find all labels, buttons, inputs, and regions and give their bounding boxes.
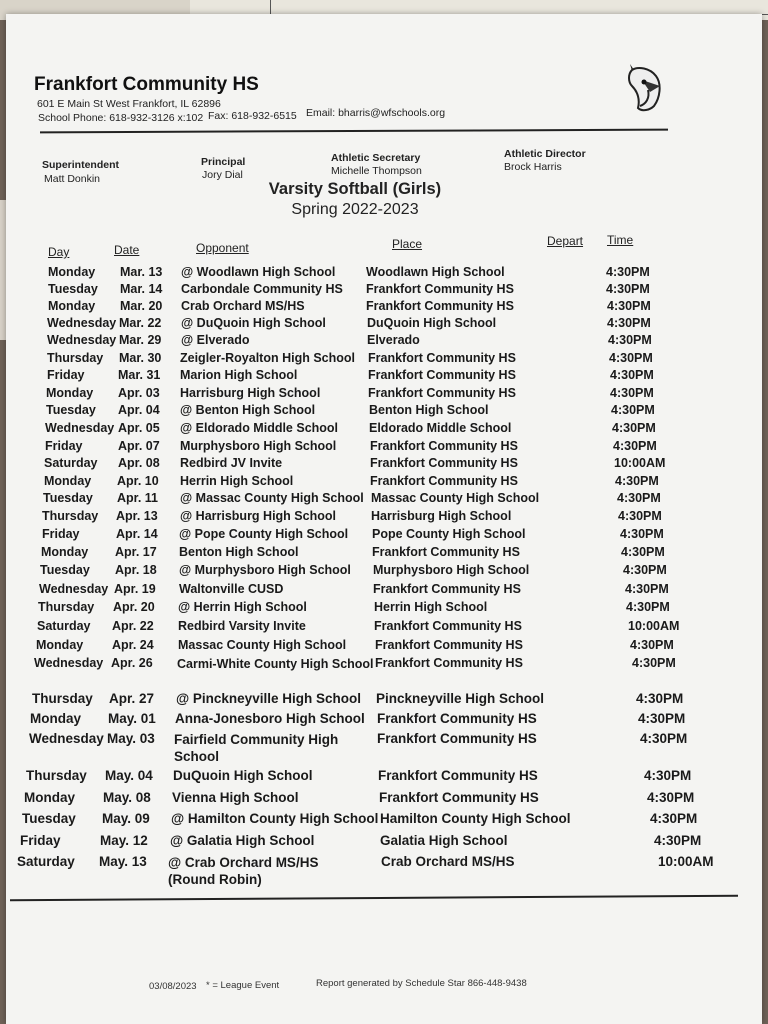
row-day: Thursday [42,509,99,523]
row-place: Frankfort Community HS [378,768,538,783]
row-date: May. 13 [99,854,147,869]
row-day: Monday [48,299,96,313]
row-day: Saturday [17,854,75,869]
row-day: Friday [42,527,80,541]
league-legend: * = League Event [206,980,280,991]
row-day: Tuesday [48,282,98,296]
school-fax: Fax: 618-932-6515 [208,110,297,122]
row-opponent: Zeigler-Royalton High School [180,351,356,365]
row-day: Friday [47,368,85,382]
row-date: Mar. 29 [119,333,162,347]
row-opponent: Waltonville CUSD [179,582,284,596]
row-time: 4:30PM [632,656,676,670]
row-opponent: Redbird Varsity Invite [178,619,306,633]
row-day: Wednesday [47,333,117,347]
header-place: Place [392,237,423,251]
row-place: Harrisburg High School [371,509,512,523]
row-place: Crab Orchard MS/HS [381,854,515,869]
row-place: Elverado [367,333,420,347]
row-time: 4:30PM [608,333,652,347]
header-opponent: Opponent [196,241,249,255]
row-opponent: @ Pope County High School [179,527,349,541]
row-place: DuQuoin High School [367,316,497,330]
row-place: Herrin High School [374,600,488,614]
schedule-season: Spring 2022-2023 [291,201,419,218]
row-time: 4:30PM [610,386,654,400]
row-place: Pinckneyville High School [376,691,545,706]
row-day: Thursday [32,691,93,706]
row-time: 4:30PM [644,768,692,783]
row-day: Saturday [44,456,98,470]
row-day: Thursday [38,600,95,614]
row-time: 4:30PM [640,731,688,746]
row-date: Apr. 24 [112,638,154,652]
school-email: Email: bharris@wfschools.org [306,107,446,119]
row-place: Frankfort Community HS [368,386,516,400]
row-date: Apr. 05 [118,421,160,435]
row-opponent: Herrin High School [180,474,294,488]
row-day: Wednesday [45,421,115,435]
row-time: 4:30PM [650,811,698,826]
row-time: 4:30PM [647,790,695,805]
row-place: Frankfort Community HS [366,299,514,313]
row-place: Frankfort Community HS [370,456,518,470]
principal-label: Principal [201,156,246,168]
row-place: Frankfort Community HS [374,619,522,633]
row-opponent: DuQuoin High School [173,768,313,783]
row-date: May. 12 [100,833,148,848]
row-place: Frankfort Community HS [368,351,516,365]
row-time: 4:30PM [626,600,670,614]
row-place: Benton High School [369,403,489,417]
row-place: Frankfort Community HS [377,731,537,746]
row-day: Wednesday [34,656,104,670]
row-opponent: @ Murphysboro High School [179,563,351,577]
principal-name: Jory Dial [202,169,243,181]
row-place: Murphysboro High School [373,563,530,577]
row-opponent: @ Massac County High School [180,491,364,505]
row-time: 4:30PM [630,638,674,652]
row-day: Monday [48,265,96,279]
row-opponent: Vienna High School [172,790,299,805]
row-date: Apr. 18 [115,563,157,577]
row-place: Frankfort Community HS [377,711,537,726]
row-place: Massac County High School [371,491,540,505]
row-place: Frankfort Community HS [366,282,514,296]
row-day: Tuesday [22,811,76,826]
row-day: Friday [20,833,61,848]
row-time: 4:30PM [625,582,669,596]
schedule-title: Varsity Softball (Girls) [268,180,442,198]
row-place: Frankfort Community HS [375,638,523,652]
row-day: Monday [46,386,94,400]
row-opponent: Redbird JV Invite [180,456,283,470]
row-date: Apr. 14 [116,527,158,541]
school-name: Frankfort Community HS [34,74,259,95]
row-time: 4:30PM [610,368,654,382]
row-day: Tuesday [40,563,90,577]
row-day: Thursday [26,768,87,783]
row-day: Monday [41,545,89,559]
row-time: 4:30PM [615,474,659,488]
row-opponent: @ Hamilton County High School [171,811,379,826]
row-time: 4:30PM [606,265,650,279]
row-date: Mar. 30 [119,351,162,365]
row-date: Apr. 10 [117,474,159,488]
row-time: 4:30PM [617,491,661,505]
row-day: Wednesday [29,731,104,746]
row-place: Frankfort Community HS [370,474,518,488]
row-date: Apr. 08 [118,456,160,470]
header-time: Time [607,233,634,247]
row-opponent: Carmi-White County High School [177,657,374,671]
row-day: Monday [24,790,76,805]
row-date: May. 01 [108,711,156,726]
row-date: Mar. 20 [120,299,163,313]
row-date: Apr. 27 [109,691,155,706]
row-opponent: @ Herrin High School [178,600,307,614]
row-opponent: @ Crab Orchard MS/HS (Round Robin) [168,855,319,887]
row-time: 10:00AM [628,619,680,633]
row-day: Thursday [47,351,104,365]
row-day: Saturday [37,619,91,633]
row-place: Frankfort Community HS [368,368,516,382]
row-date: Apr. 03 [118,386,160,400]
row-time: 4:30PM [607,299,651,313]
row-time: 10:00AM [658,854,714,869]
row-opponent: @ Elverado [181,333,250,347]
school-phone: School Phone: 618-932-3126 x:102 [38,112,204,124]
row-date: Apr. 22 [112,619,154,633]
row-date: Mar. 13 [120,265,163,279]
row-day: Monday [30,711,82,726]
athletic-secretary-name: Michelle Thompson [331,165,422,177]
row-time: 4:30PM [611,403,655,417]
row-day: Wednesday [47,316,117,330]
report-date: 03/08/2023 [149,981,197,992]
athletic-director-label: Athletic Director [504,148,586,160]
row-opponent: Benton High School [179,545,299,559]
superintendent-label: Superintendent [42,159,120,171]
row-opponent: @ Pinckneyville High School [176,691,361,706]
header-depart: Depart [547,234,584,248]
row-day: Wednesday [39,582,109,596]
athletic-director-name: Brock Harris [504,161,562,173]
row-opponent: Murphysboro High School [180,439,337,453]
row-opponent: @ Harrisburg High School [180,509,336,523]
row-opponent: Marion High School [180,368,298,382]
row-date: Apr. 13 [116,509,158,523]
row-time: 4:30PM [654,833,702,848]
row-time: 4:30PM [609,351,653,365]
school-address: 601 E Main St West Frankfort, IL 62896 [37,98,221,110]
row-opponent: @ Galatia High School [170,833,315,848]
row-opponent: Fairfield Community High School [174,732,339,764]
row-place: Pope County High School [372,527,526,541]
row-opponent: Carbondale Community HS [181,282,343,296]
row-date: Apr. 26 [111,656,153,670]
row-time: 4:30PM [612,421,656,435]
row-date: May. 08 [103,790,151,805]
row-time: 4:30PM [623,563,667,577]
row-opponent: @ Benton High School [180,403,316,417]
row-date: Mar. 31 [118,368,161,382]
row-place: Frankfort Community HS [370,439,518,453]
row-date: Apr. 04 [118,403,160,417]
report-generated: Report generated by Schedule Star 866-448-9438 [316,978,527,989]
row-day: Monday [44,474,92,488]
row-time: 4:30PM [621,545,665,559]
row-opponent: @ DuQuoin High School [181,316,326,330]
row-date: May. 04 [105,768,153,783]
row-date: Apr. 17 [115,545,157,559]
background-table-edge [270,0,768,15]
row-date: Apr. 20 [113,600,155,614]
row-day: Tuesday [46,403,96,417]
row-opponent: Anna-Jonesboro High School [175,711,365,726]
row-opponent: @ Woodlawn High School [181,265,336,279]
row-place: Frankfort Community HS [372,545,520,559]
row-date: Mar. 22 [119,316,162,330]
row-time: 4:30PM [607,316,651,330]
row-day: Monday [36,638,84,652]
row-place: Frankfort Community HS [373,582,521,596]
row-place: Frankfort Community HS [379,790,539,805]
superintendent-name: Matt Donkin [44,173,101,185]
row-date: Mar. 14 [120,282,163,296]
row-opponent: @ Eldorado Middle School [180,421,339,435]
row-opponent: Harrisburg High School [180,386,321,400]
row-date: May. 03 [107,731,155,746]
row-place: Eldorado Middle School [369,421,512,435]
header-day: Day [48,245,70,259]
row-date: Apr. 11 [117,491,158,505]
row-opponent: Massac County High School [178,638,347,652]
row-opponent: Crab Orchard MS/HS [181,299,305,313]
row-date: Apr. 19 [114,582,156,596]
row-day: Friday [45,439,83,453]
row-time: 4:30PM [606,282,650,296]
row-time: 4:30PM [613,439,657,453]
row-date: Apr. 07 [118,439,160,453]
row-place: Hamilton County High School [380,811,571,826]
cardinal-logo [620,60,668,121]
row-date: May. 09 [102,811,150,826]
row-time: 10:00AM [614,456,666,470]
row-day: Tuesday [43,491,93,505]
header-date: Date [114,243,140,257]
row-time: 4:30PM [620,527,664,541]
row-place: Woodlawn High School [366,265,505,279]
row-place: Frankfort Community HS [375,656,523,670]
row-time: 4:30PM [638,711,686,726]
row-time: 4:30PM [636,691,684,706]
row-place: Galatia High School [380,833,508,848]
row-time: 4:30PM [618,509,662,523]
athletic-secretary-label: Athletic Secretary [331,152,421,164]
